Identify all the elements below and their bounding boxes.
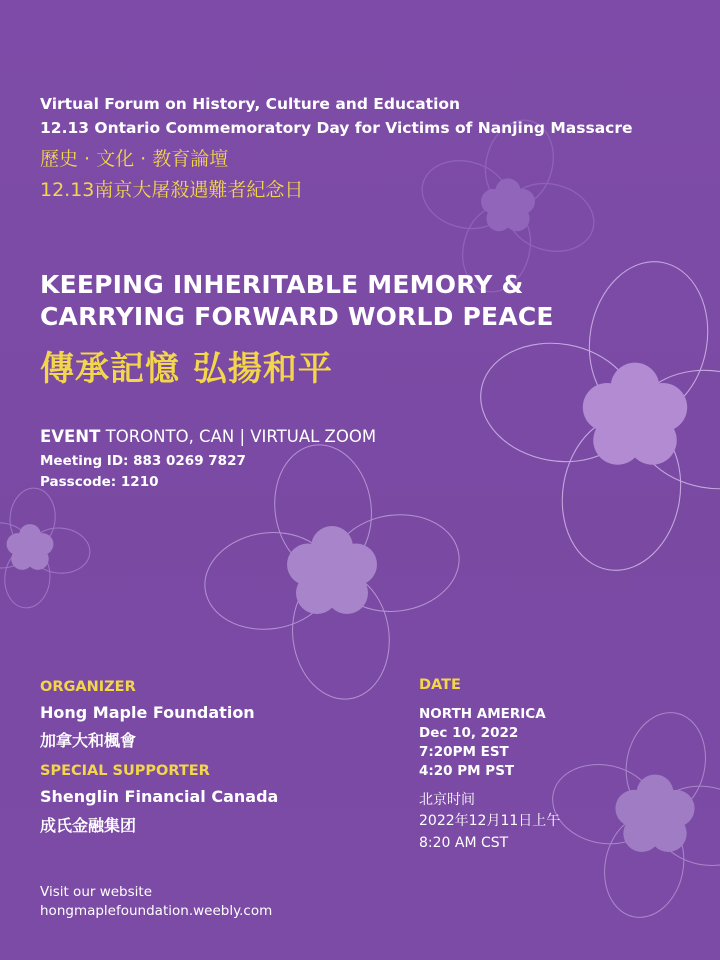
date-beijing-time: 8:20 AM CST xyxy=(419,835,509,851)
website-label: Visit our website xyxy=(40,884,153,900)
supporter-name-zh: 成氏金融集团 xyxy=(40,816,137,835)
organizer-label: ORGANIZER xyxy=(40,679,136,695)
meeting-id: Meeting ID: 883 0269 7827 xyxy=(40,453,246,469)
supporter-label: SPECIAL SUPPORTER xyxy=(40,763,210,779)
date-day: Dec 10, 2022 xyxy=(419,725,519,741)
forum-title-en-1: Virtual Forum on History, Culture and Education xyxy=(40,95,461,113)
event-info xyxy=(40,427,376,446)
headline-zh: 傳承記憶 弘揚和平 xyxy=(40,349,333,389)
event-location: TORONTO, CAN | VIRTUAL ZOOM xyxy=(105,427,377,446)
forum-title-zh-1: 歷史 · 文化 · 教育論壇 xyxy=(40,148,229,170)
passcode: Passcode: 1210 xyxy=(40,474,159,490)
organizer-name-zh: 加拿大和楓會 xyxy=(40,731,137,750)
headline-line-1: KEEPING INHERITABLE MEMORY & xyxy=(40,270,524,299)
forum-title-en-2: 12.13 Ontario Commemoratory Day for Victims of Nanjing Massacre xyxy=(40,119,633,137)
forum-title-zh-2: 12.13南京大屠殺遇難者紀念日 xyxy=(40,179,304,201)
organizer-name: Hong Maple Foundation xyxy=(40,703,255,722)
date-beijing-label: 北京时间 xyxy=(419,792,475,808)
supporter-name: Shenglin Financial Canada xyxy=(40,787,279,806)
date-est: 7:20PM EST xyxy=(419,744,509,760)
date-label: DATE xyxy=(419,677,461,693)
headline-line-2: CARRYING FORWARD WORLD PEACE xyxy=(40,302,554,331)
website-link[interactable]: hongmaplefoundation.weebly.com xyxy=(40,903,273,919)
date-region: NORTH AMERICA xyxy=(419,706,546,722)
date-beijing-date: 2022年12月11日上午 xyxy=(419,813,561,829)
event-label: EVENT xyxy=(40,427,101,446)
date-pst: 4:20 PM PST xyxy=(419,763,515,779)
